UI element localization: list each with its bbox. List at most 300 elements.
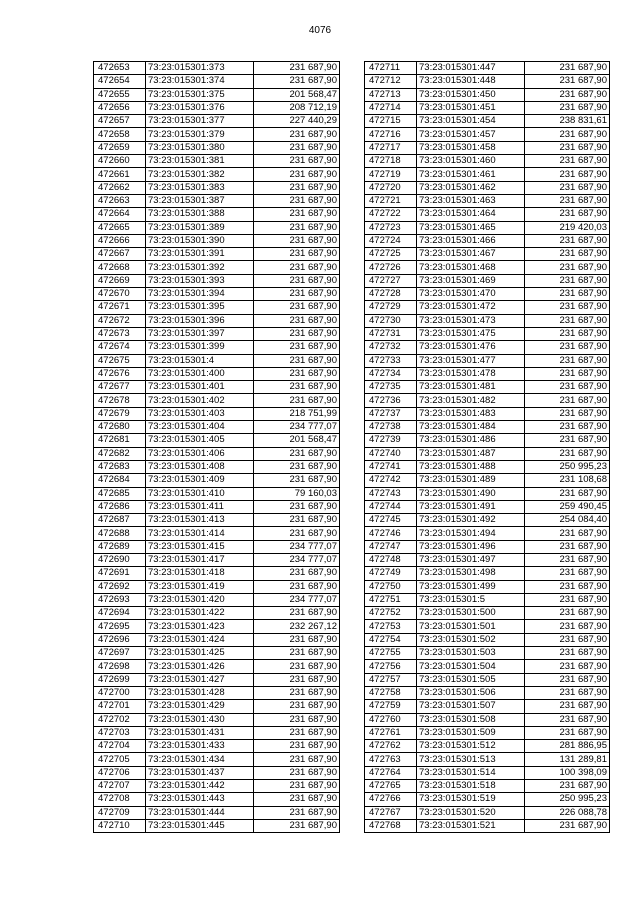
cadastral-value-cell: 231 687,90 — [525, 327, 610, 340]
row-number-cell: 472674 — [94, 341, 146, 354]
table-row — [365, 421, 610, 434]
cadastral-number-cell: 73:23:015301:414 — [146, 527, 254, 540]
cadastral-value-cell: 231 687,90 — [254, 274, 340, 287]
table-row — [94, 261, 340, 274]
table-row — [94, 314, 340, 327]
cadastral-value-cell: 231 687,90 — [525, 647, 610, 660]
table-row — [94, 421, 340, 434]
cadastral-value-cell: 231 687,90 — [254, 181, 340, 194]
table-row — [94, 194, 340, 207]
table-row — [365, 101, 610, 114]
cadastral-value-cell: 231 687,90 — [254, 527, 340, 540]
table-row — [365, 447, 610, 460]
row-number-cell: 472695 — [94, 620, 146, 633]
cadastral-number-cell: 73:23:015301:463 — [417, 194, 525, 207]
table-row — [365, 128, 610, 141]
table-row — [365, 407, 610, 420]
table-row — [365, 141, 610, 154]
table-row — [365, 500, 610, 513]
cadastral-number-cell: 73:23:015301:426 — [146, 660, 254, 673]
cadastral-value-cell: 234 777,07 — [254, 540, 340, 553]
row-number-cell: 472766 — [365, 793, 417, 806]
table-row — [94, 141, 340, 154]
table-row — [365, 181, 610, 194]
table-row — [365, 673, 610, 686]
row-number-cell: 472741 — [365, 460, 417, 473]
table-row — [365, 434, 610, 447]
cadastral-number-cell: 73:23:015301:381 — [146, 155, 254, 168]
row-number-cell: 472665 — [94, 221, 146, 234]
cadastral-value-cell: 231 687,90 — [525, 261, 610, 274]
cadastral-value-cell: 231 687,90 — [525, 593, 610, 606]
row-number-cell: 472698 — [94, 660, 146, 673]
cadastral-value-cell: 231 108,68 — [525, 474, 610, 487]
cadastral-value-cell: 231 687,90 — [525, 62, 610, 75]
cadastral-number-cell: 73:23:015301:509 — [417, 726, 525, 739]
table-row — [94, 793, 340, 806]
table-row — [94, 673, 340, 686]
cadastral-number-cell: 73:23:015301:380 — [146, 141, 254, 154]
table-row — [94, 367, 340, 380]
table-row — [365, 394, 610, 407]
cadastral-number-cell: 73:23:015301:461 — [417, 168, 525, 181]
cadastral-number-cell: 73:23:015301:478 — [417, 367, 525, 380]
cadastral-value-cell: 231 687,90 — [254, 75, 340, 88]
cadastral-value-cell: 231 687,90 — [254, 327, 340, 340]
row-number-cell: 472723 — [365, 221, 417, 234]
cadastral-number-cell: 73:23:015301:424 — [146, 633, 254, 646]
table-row — [94, 447, 340, 460]
cadastral-value-cell: 231 687,90 — [525, 274, 610, 287]
cadastral-value-cell: 231 687,90 — [525, 101, 610, 114]
table-row — [94, 248, 340, 261]
row-number-cell: 472656 — [94, 101, 146, 114]
table-row — [365, 607, 610, 620]
row-number-cell: 472755 — [365, 647, 417, 660]
table-row — [94, 660, 340, 673]
cadastral-value-cell: 231 687,90 — [254, 806, 340, 819]
table-row — [365, 234, 610, 247]
cadastral-value-cell: 231 687,90 — [254, 62, 340, 75]
cadastral-number-cell: 73:23:015301:404 — [146, 421, 254, 434]
table-row — [365, 487, 610, 500]
table-row — [365, 274, 610, 287]
table-row — [365, 527, 610, 540]
cadastral-number-cell: 73:23:015301:387 — [146, 194, 254, 207]
cadastral-number-cell: 73:23:015301:497 — [417, 553, 525, 566]
table-row — [365, 514, 610, 527]
cadastral-number-cell: 73:23:015301:507 — [417, 700, 525, 713]
row-number-cell: 472657 — [94, 115, 146, 128]
cadastral-number-cell: 73:23:015301:475 — [417, 327, 525, 340]
table-row — [94, 460, 340, 473]
cadastral-value-cell: 231 687,90 — [254, 141, 340, 154]
table-row — [94, 567, 340, 580]
left-data-table — [93, 61, 340, 833]
row-number-cell: 472752 — [365, 607, 417, 620]
cadastral-number-cell: 73:23:015301:373 — [146, 62, 254, 75]
row-number-cell: 472666 — [94, 234, 146, 247]
cadastral-value-cell: 231 687,90 — [254, 261, 340, 274]
cadastral-number-cell: 73:23:015301:409 — [146, 474, 254, 487]
cadastral-number-cell: 73:23:015301:419 — [146, 580, 254, 593]
row-number-cell: 472679 — [94, 407, 146, 420]
row-number-cell: 472658 — [94, 128, 146, 141]
cadastral-number-cell: 73:23:015301:406 — [146, 447, 254, 460]
table-row — [94, 181, 340, 194]
cadastral-value-cell: 231 687,90 — [254, 288, 340, 301]
cadastral-number-cell: 73:23:015301:521 — [417, 819, 525, 832]
cadastral-number-cell: 73:23:015301:401 — [146, 381, 254, 394]
cadastral-number-cell: 73:23:015301:4 — [146, 354, 254, 367]
cadastral-number-cell: 73:23:015301:437 — [146, 766, 254, 779]
row-number-cell: 472762 — [365, 740, 417, 753]
cadastral-value-cell: 231 687,90 — [525, 234, 610, 247]
row-number-cell: 472662 — [94, 181, 146, 194]
cadastral-value-cell: 231 687,90 — [254, 394, 340, 407]
row-number-cell: 472730 — [365, 314, 417, 327]
row-number-cell: 472737 — [365, 407, 417, 420]
table-row — [94, 155, 340, 168]
cadastral-number-cell: 73:23:015301:490 — [417, 487, 525, 500]
cadastral-value-cell: 250 995,23 — [525, 460, 610, 473]
row-number-cell: 472672 — [94, 314, 146, 327]
row-number-cell: 472747 — [365, 540, 417, 553]
table-row — [365, 301, 610, 314]
table-row — [94, 514, 340, 527]
table-row — [94, 88, 340, 101]
cadastral-value-cell: 231 687,90 — [525, 394, 610, 407]
row-number-cell: 472761 — [365, 726, 417, 739]
cadastral-value-cell: 231 687,90 — [254, 753, 340, 766]
cadastral-value-cell: 227 440,29 — [254, 115, 340, 128]
row-number-cell: 472701 — [94, 700, 146, 713]
cadastral-value-cell: 231 687,90 — [525, 181, 610, 194]
cadastral-number-cell: 73:23:015301:504 — [417, 660, 525, 673]
cadastral-number-cell: 73:23:015301:462 — [417, 181, 525, 194]
cadastral-value-cell: 231 687,90 — [254, 447, 340, 460]
cadastral-number-cell: 73:23:015301:469 — [417, 274, 525, 287]
row-number-cell: 472728 — [365, 288, 417, 301]
cadastral-value-cell: 231 687,90 — [254, 633, 340, 646]
cadastral-number-cell: 73:23:015301:484 — [417, 421, 525, 434]
cadastral-number-cell: 73:23:015301:460 — [417, 155, 525, 168]
row-number-cell: 472682 — [94, 447, 146, 460]
cadastral-number-cell: 73:23:015301:489 — [417, 474, 525, 487]
cadastral-value-cell: 231 687,90 — [254, 460, 340, 473]
row-number-cell: 472692 — [94, 580, 146, 593]
cadastral-value-cell: 231 687,90 — [254, 221, 340, 234]
cadastral-value-cell: 231 687,90 — [254, 234, 340, 247]
table-row — [365, 474, 610, 487]
cadastral-value-cell: 231 687,90 — [525, 128, 610, 141]
row-number-cell: 472681 — [94, 434, 146, 447]
cadastral-value-cell: 226 088,78 — [525, 806, 610, 819]
row-number-cell: 472732 — [365, 341, 417, 354]
table-row — [365, 819, 610, 832]
table-row — [365, 194, 610, 207]
cadastral-value-cell: 231 687,90 — [525, 487, 610, 500]
row-number-cell: 472710 — [94, 819, 146, 832]
row-number-cell: 472745 — [365, 514, 417, 527]
row-number-cell: 472760 — [365, 713, 417, 726]
row-number-cell: 472731 — [365, 327, 417, 340]
row-number-cell: 472680 — [94, 421, 146, 434]
cadastral-value-cell: 231 687,90 — [254, 341, 340, 354]
cadastral-value-cell: 231 687,90 — [254, 819, 340, 832]
table-row — [94, 354, 340, 367]
cadastral-value-cell: 231 687,90 — [254, 660, 340, 673]
row-number-cell: 472699 — [94, 673, 146, 686]
table-row — [365, 793, 610, 806]
row-number-cell: 472694 — [94, 607, 146, 620]
table-row — [94, 301, 340, 314]
row-number-cell: 472725 — [365, 248, 417, 261]
table-row — [365, 620, 610, 633]
cadastral-number-cell: 73:23:015301:383 — [146, 181, 254, 194]
table-row — [365, 248, 610, 261]
cadastral-number-cell: 73:23:015301:375 — [146, 88, 254, 101]
table-row — [94, 101, 340, 114]
cadastral-number-cell: 73:23:015301:392 — [146, 261, 254, 274]
row-number-cell: 472740 — [365, 447, 417, 460]
table-row — [365, 115, 610, 128]
cadastral-value-cell: 231 687,90 — [525, 819, 610, 832]
table-row — [94, 474, 340, 487]
table-row — [94, 766, 340, 779]
cadastral-number-cell: 73:23:015301:473 — [417, 314, 525, 327]
table-row — [94, 527, 340, 540]
cadastral-number-cell: 73:23:015301:374 — [146, 75, 254, 88]
cadastral-number-cell: 73:23:015301:417 — [146, 553, 254, 566]
row-number-cell: 472758 — [365, 686, 417, 699]
cadastral-number-cell: 73:23:015301:422 — [146, 607, 254, 620]
cadastral-value-cell: 100 398,09 — [525, 766, 610, 779]
table-row — [94, 500, 340, 513]
row-number-cell: 472720 — [365, 181, 417, 194]
cadastral-value-cell: 232 267,12 — [254, 620, 340, 633]
cadastral-number-cell: 73:23:015301:470 — [417, 288, 525, 301]
row-number-cell: 472684 — [94, 474, 146, 487]
row-number-cell: 472714 — [365, 101, 417, 114]
cadastral-number-cell: 73:23:015301:519 — [417, 793, 525, 806]
table-row — [94, 753, 340, 766]
row-number-cell: 472691 — [94, 567, 146, 580]
row-number-cell: 472706 — [94, 766, 146, 779]
cadastral-value-cell: 231 687,90 — [254, 647, 340, 660]
cadastral-value-cell: 231 687,90 — [525, 155, 610, 168]
cadastral-number-cell: 73:23:015301:487 — [417, 447, 525, 460]
cadastral-value-cell: 231 687,90 — [525, 580, 610, 593]
cadastral-value-cell: 231 687,90 — [525, 567, 610, 580]
cadastral-value-cell: 231 687,90 — [525, 194, 610, 207]
cadastral-value-cell: 234 777,07 — [254, 553, 340, 566]
table-row — [365, 753, 610, 766]
cadastral-number-cell: 73:23:015301:491 — [417, 500, 525, 513]
table-row — [365, 580, 610, 593]
cadastral-number-cell: 73:23:015301:447 — [417, 62, 525, 75]
cadastral-number-cell: 73:23:015301:405 — [146, 434, 254, 447]
cadastral-number-cell: 73:23:015301:492 — [417, 514, 525, 527]
row-number-cell: 472734 — [365, 367, 417, 380]
cadastral-value-cell: 231 687,90 — [525, 527, 610, 540]
row-number-cell: 472687 — [94, 514, 146, 527]
row-number-cell: 472744 — [365, 500, 417, 513]
row-number-cell: 472767 — [365, 806, 417, 819]
table-row — [94, 208, 340, 221]
row-number-cell: 472724 — [365, 234, 417, 247]
table-row — [94, 593, 340, 606]
row-number-cell: 472733 — [365, 354, 417, 367]
cadastral-number-cell: 73:23:015301:393 — [146, 274, 254, 287]
row-number-cell: 472757 — [365, 673, 417, 686]
table-row — [94, 234, 340, 247]
cadastral-number-cell: 73:23:015301:499 — [417, 580, 525, 593]
table-row — [365, 567, 610, 580]
cadastral-value-cell: 79 160,03 — [254, 487, 340, 500]
table-row — [365, 354, 610, 367]
cadastral-value-cell: 231 687,90 — [525, 620, 610, 633]
cadastral-value-cell: 231 687,90 — [254, 700, 340, 713]
cadastral-number-cell: 73:23:015301:494 — [417, 527, 525, 540]
cadastral-value-cell: 231 687,90 — [254, 686, 340, 699]
cadastral-value-cell: 231 687,90 — [525, 780, 610, 793]
row-number-cell: 472716 — [365, 128, 417, 141]
table-row — [365, 780, 610, 793]
row-number-cell: 472718 — [365, 155, 417, 168]
row-number-cell: 472742 — [365, 474, 417, 487]
cadastral-number-cell: 73:23:015301:402 — [146, 394, 254, 407]
cadastral-number-cell: 73:23:015301:464 — [417, 208, 525, 221]
row-number-cell: 472739 — [365, 434, 417, 447]
table-row — [94, 713, 340, 726]
table-row — [365, 155, 610, 168]
table-row — [94, 62, 340, 75]
table-row — [365, 660, 610, 673]
table-row — [365, 700, 610, 713]
row-number-cell: 472688 — [94, 527, 146, 540]
cadastral-number-cell: 73:23:015301:427 — [146, 673, 254, 686]
row-number-cell: 472717 — [365, 141, 417, 154]
cadastral-number-cell: 73:23:015301:425 — [146, 647, 254, 660]
cadastral-value-cell: 231 687,90 — [254, 208, 340, 221]
table-row — [365, 713, 610, 726]
row-number-cell: 472654 — [94, 75, 146, 88]
cadastral-number-cell: 73:23:015301:508 — [417, 713, 525, 726]
table-row — [365, 633, 610, 646]
cadastral-number-cell: 73:23:015301:413 — [146, 514, 254, 527]
table-row — [365, 593, 610, 606]
cadastral-value-cell: 231 687,90 — [254, 500, 340, 513]
table-row — [94, 780, 340, 793]
cadastral-number-cell: 73:23:015301:388 — [146, 208, 254, 221]
row-number-cell: 472726 — [365, 261, 417, 274]
cadastral-number-cell: 73:23:015301:450 — [417, 88, 525, 101]
cadastral-value-cell: 231 687,90 — [254, 314, 340, 327]
table-row — [94, 381, 340, 394]
cadastral-value-cell: 231 687,90 — [254, 301, 340, 314]
table-row — [94, 580, 340, 593]
row-number-cell: 472660 — [94, 155, 146, 168]
cadastral-number-cell: 73:23:015301:465 — [417, 221, 525, 234]
cadastral-value-cell: 131 289,81 — [525, 753, 610, 766]
table-row — [365, 553, 610, 566]
cadastral-number-cell: 73:23:015301:411 — [146, 500, 254, 513]
cadastral-value-cell: 219 420,03 — [525, 221, 610, 234]
row-number-cell: 472683 — [94, 460, 146, 473]
cadastral-value-cell: 231 687,90 — [525, 553, 610, 566]
cadastral-number-cell: 73:23:015301:520 — [417, 806, 525, 819]
row-number-cell: 472753 — [365, 620, 417, 633]
row-number-cell: 472722 — [365, 208, 417, 221]
cadastral-number-cell: 73:23:015301:415 — [146, 540, 254, 553]
row-number-cell: 472746 — [365, 527, 417, 540]
table-row — [365, 314, 610, 327]
cadastral-number-cell: 73:23:015301:466 — [417, 234, 525, 247]
cadastral-number-cell: 73:23:015301:502 — [417, 633, 525, 646]
cadastral-number-cell: 73:23:015301:399 — [146, 341, 254, 354]
row-number-cell: 472707 — [94, 780, 146, 793]
row-number-cell: 472705 — [94, 753, 146, 766]
table-row — [94, 168, 340, 181]
table-row — [94, 75, 340, 88]
table-row — [94, 487, 340, 500]
row-number-cell: 472750 — [365, 580, 417, 593]
cadastral-value-cell: 231 687,90 — [254, 673, 340, 686]
row-number-cell: 472715 — [365, 115, 417, 128]
cadastral-number-cell: 73:23:015301:468 — [417, 261, 525, 274]
cadastral-number-cell: 73:23:015301:482 — [417, 394, 525, 407]
table-row — [94, 633, 340, 646]
cadastral-value-cell: 231 687,90 — [525, 367, 610, 380]
row-number-cell: 472736 — [365, 394, 417, 407]
table-row — [94, 407, 340, 420]
table-row — [94, 115, 340, 128]
cadastral-number-cell: 73:23:015301:498 — [417, 567, 525, 580]
cadastral-value-cell: 231 687,90 — [525, 381, 610, 394]
cadastral-number-cell: 73:23:015301:442 — [146, 780, 254, 793]
cadastral-number-cell: 73:23:015301:481 — [417, 381, 525, 394]
cadastral-number-cell: 73:23:015301:451 — [417, 101, 525, 114]
row-number-cell: 472763 — [365, 753, 417, 766]
cadastral-value-cell: 231 687,90 — [525, 434, 610, 447]
cadastral-number-cell: 73:23:015301:443 — [146, 793, 254, 806]
cadastral-value-cell: 231 687,90 — [525, 341, 610, 354]
cadastral-number-cell: 73:23:015301:395 — [146, 301, 254, 314]
cadastral-number-cell: 73:23:015301:496 — [417, 540, 525, 553]
row-number-cell: 472749 — [365, 567, 417, 580]
row-number-cell: 472719 — [365, 168, 417, 181]
row-number-cell: 472668 — [94, 261, 146, 274]
cadastral-value-cell: 231 687,90 — [254, 607, 340, 620]
row-number-cell: 472659 — [94, 141, 146, 154]
cadastral-value-cell: 201 568,47 — [254, 434, 340, 447]
row-number-cell: 472653 — [94, 62, 146, 75]
cadastral-value-cell: 231 687,90 — [254, 194, 340, 207]
row-number-cell: 472693 — [94, 593, 146, 606]
row-number-cell: 472670 — [94, 288, 146, 301]
table-row — [94, 647, 340, 660]
table-row — [94, 726, 340, 739]
row-number-cell: 472697 — [94, 647, 146, 660]
table-row — [94, 819, 340, 832]
cadastral-value-cell: 231 687,90 — [525, 700, 610, 713]
table-row — [365, 88, 610, 101]
row-number-cell: 472669 — [94, 274, 146, 287]
row-number-cell: 472727 — [365, 274, 417, 287]
table-row — [94, 128, 340, 141]
cadastral-value-cell: 231 687,90 — [254, 367, 340, 380]
